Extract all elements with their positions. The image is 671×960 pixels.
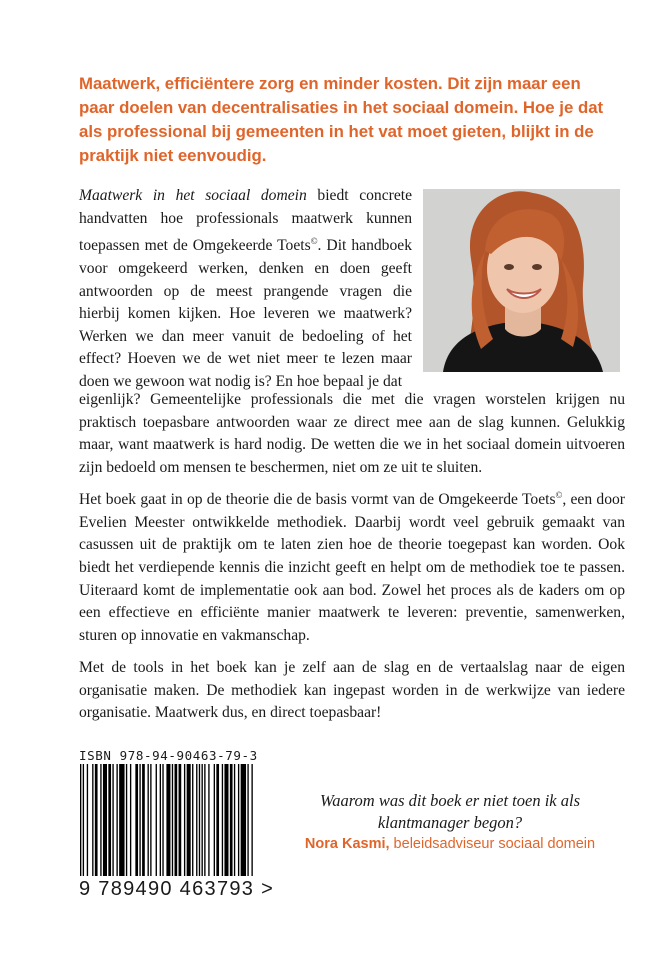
isbn-label: ISBN 978-94-90463-79-3 <box>79 748 258 763</box>
author-photo <box>423 189 620 372</box>
p1-trademark: © <box>310 236 318 247</box>
p2-trademark: © <box>555 490 563 500</box>
barcode-image <box>78 764 258 876</box>
testimonial-role: beleidsadviseur sociaal domein <box>389 836 596 852</box>
p1-text-b: . Dit handboek voor omgekeerd werken, denken en doen geeft antwoorden op de meest prangende vragen die hierbij komen kijken. Hoe leveren we maatwerk? Werken we dan meer vanuit de bedoeling of het effect? Hoeven we de wet niet meer te lezen maar doen we gewoon wat nodig is? En hoe bepaal je dat <box>79 237 412 390</box>
p1-text-a: biedt concrete handvatten hoe professionals maatwerk kunnen toepassen met de Omgekeerde Toets <box>79 187 412 255</box>
testimonial-quote: Waarom was dit boek er niet toen ik als klantmanager begon? <box>319 791 580 832</box>
paragraph-2 <box>79 484 625 647</box>
barcode-number: 9 789490 463793 > <box>79 878 275 900</box>
paragraph-1-bottom: eigenlijk? Gemeentelijke professionals die met die vragen worstelen krijgen nu praktisch toepasbare antwoorden waar ze direct mee aan de slag kunnen. Gelukkig maar, want maatwerk is hard nodig. De wetten die we in het sociaal domein uitvoeren zijn bedoeld om mensen te beschermen, niet om ze uit te sluiten. <box>79 391 625 476</box>
testimonial <box>300 790 600 852</box>
paragraph-3: Met de tools in het boek kan je zelf aan de slag en de vertaalslag naar de eigen organisatie maken. De methodiek kan ingepast worden in de werkwijze van iedere organisatie. Maatwerk dus, en direct toepasbaar! <box>79 659 625 722</box>
testimonial-name: Nora Kasmi, <box>304 836 390 852</box>
paragraph-1-top <box>79 185 412 394</box>
testimonial-attribution <box>300 836 600 852</box>
p2-text-a: Het boek gaat in op de theorie die de basis vormt van de Omgekeerde Toets <box>79 491 556 509</box>
p2-text-b: , een door Evelien Meester ontwikkelde methodiek. Daarbij wordt veel gebruik gemaakt van casussen uit de praktijk om te laten zien hoe de theorie toegepast kan worden. Ook biedt het verdiepende kennis die inzicht geeft en helpt om de methodiek toe te passen. Uiteraard komt de implementatie ook aan bod. Zowel het proces als de kaders om op een effectieve en efficiënte manier maatwerk te leveren: preventie, samenwerken, sturen op innovatie en vakmanschap. <box>79 491 625 644</box>
book-title: Maatwerk in het sociaal domein <box>79 187 307 204</box>
intro-statement: Maatwerk, efficiëntere zorg en minder kosten. Dit zijn maar een paar doelen van decentralisaties in het sociaal domein. Hoe je dat als professional bij gemeenten in het vat moet gieten, blijkt in de praktijk niet eenvoudig. <box>79 74 604 165</box>
